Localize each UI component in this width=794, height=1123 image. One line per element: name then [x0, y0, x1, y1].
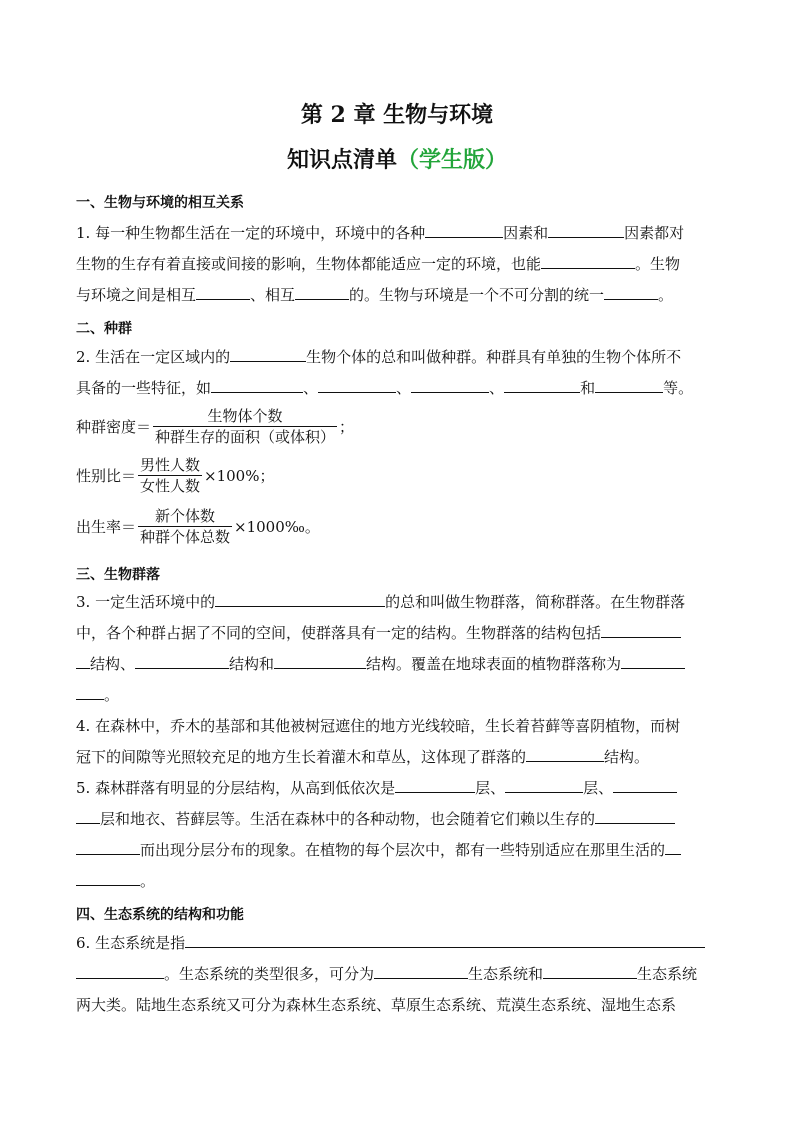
p6-line-3 — [76, 995, 718, 1015]
section-heading-1: 一、生物与环境的相互关系 — [76, 195, 244, 211]
answer-blank[interactable] — [621, 654, 685, 669]
answer-blank[interactable] — [295, 285, 349, 300]
answer-blank[interactable] — [548, 223, 624, 238]
answer-blank[interactable] — [211, 378, 303, 393]
answer-blank[interactable] — [505, 778, 583, 793]
p3-text: 的总和叫做生物群落，简称群落。在生物群落 — [385, 593, 686, 611]
p3-line-2 — [76, 623, 718, 643]
p1-text: 与环境之间是相互 — [76, 286, 197, 304]
p2-text: 2. 生活在一定区域内的 — [76, 348, 231, 366]
p5-line-4 — [76, 871, 718, 891]
answer-blank[interactable] — [76, 809, 100, 824]
fraction — [153, 406, 337, 447]
answer-blank[interactable] — [595, 809, 675, 824]
p6-text: 生态系统和 — [468, 965, 544, 983]
p2-line-2 — [76, 378, 718, 398]
answer-blank[interactable] — [76, 871, 140, 886]
p3-text: 结构、 — [90, 655, 136, 673]
p6-text: 生态系统 — [637, 965, 698, 983]
p3-text: 结构和 — [229, 655, 275, 673]
p2-text: 具备的一些特征，如 — [76, 379, 212, 397]
formula-label: 出生率＝ — [76, 518, 137, 536]
answer-blank[interactable] — [76, 654, 90, 669]
p6-line-1 — [76, 933, 718, 953]
p2-text: 、 — [396, 379, 412, 397]
fraction — [138, 455, 202, 496]
answer-blank[interactable] — [504, 378, 580, 393]
p2-text: 、 — [303, 379, 319, 397]
p1-text: 1. 每一种生物都生活在一定的环境中，环境中的各种 — [76, 224, 426, 242]
p1-text: 因素都对 — [624, 224, 685, 242]
p4-text: 4. 在森林中，乔木的基部和其他被树冠遮住的地方光线较暗，生长着苔藓等喜阴植物，而树 — [76, 717, 681, 735]
formula-tail: ； — [339, 418, 355, 436]
formula-tail: ×1000‰。 — [234, 518, 320, 536]
p5-text: 层、 — [475, 779, 506, 797]
answer-blank[interactable] — [425, 223, 503, 238]
p3-text: 3. 一定生活环境中的 — [76, 593, 216, 611]
p5-line-3 — [76, 840, 718, 860]
subtitle-main: 知识点清单 — [286, 147, 397, 173]
answer-blank[interactable] — [613, 778, 677, 793]
p3-text: 。 — [104, 686, 120, 704]
p3-line-1 — [76, 592, 718, 612]
p4-text: 结构。 — [604, 748, 650, 766]
answer-blank[interactable] — [411, 378, 489, 393]
p3-line-4 — [76, 685, 718, 705]
answer-blank[interactable] — [604, 285, 658, 300]
formula-tail: ×100%； — [204, 467, 275, 485]
answer-blank[interactable] — [395, 778, 475, 793]
p3-line-3 — [76, 654, 718, 674]
p2-text: 和 — [580, 379, 596, 397]
p1-line-2 — [76, 254, 718, 274]
p5-line-1 — [76, 778, 718, 798]
p2-text: 生物个体的总和叫做种群。种群具有单独的生物个体所不 — [306, 348, 682, 366]
answer-blank[interactable] — [541, 254, 635, 269]
p5-text: 而出现分层分布的现象。在植物的每个层次中，都有一些特别适应在那里生活的 — [140, 841, 666, 859]
answer-blank[interactable] — [135, 654, 229, 669]
fraction-denominator: 女性人数 — [140, 477, 201, 495]
p6-text: 。生态系统的类型很多，可分为 — [164, 965, 375, 983]
p3-text: 结构。覆盖在地球表面的植物群落称为 — [366, 655, 622, 673]
section-heading-4: 四、生态系统的结构和功能 — [76, 907, 244, 923]
subtitle-tag: （学生版） — [397, 147, 508, 173]
p1-text: 因素和 — [503, 224, 549, 242]
formula-label: 种群密度＝ — [76, 418, 152, 436]
formula-sex-ratio — [76, 455, 274, 496]
p3-text: 中，各个种群占据了不同的空间，使群落具有一定的结构。生物群落的结构包括 — [76, 624, 602, 642]
formula-label: 性别比＝ — [76, 467, 137, 485]
fraction-denominator: 种群生存的面积（或体积） — [155, 428, 336, 446]
p6-text: 6. 生态系统是指 — [76, 934, 186, 952]
formula-birth-rate — [76, 506, 320, 547]
section-heading-2: 二、种群 — [76, 321, 132, 337]
p5-text: 5. 森林群落有明显的分层结构，从高到低依次是 — [76, 779, 396, 797]
answer-blank[interactable] — [185, 933, 705, 948]
p1-text: 生物的生存有着直接或间接的影响，生物体都能适应一定的环境，也能 — [76, 255, 542, 273]
p6-line-2 — [76, 964, 718, 984]
fraction-numerator: 男性人数 — [140, 456, 201, 474]
fraction-denominator: 种群个体总数 — [140, 528, 231, 546]
answer-blank[interactable] — [196, 285, 250, 300]
answer-blank[interactable] — [274, 654, 366, 669]
p4-line-2 — [76, 747, 718, 767]
p1-text: 。生物 — [635, 255, 681, 273]
fraction — [138, 506, 232, 547]
p1-line-1 — [76, 223, 718, 243]
p5-text: 层和地衣、苔藓层等。生活在森林中的各种动物，也会随着它们赖以生存的 — [100, 810, 596, 828]
p5-text: 。 — [140, 872, 156, 890]
answer-blank[interactable] — [665, 840, 681, 855]
answer-blank[interactable] — [601, 623, 681, 638]
section-heading-3: 三、生物群落 — [76, 567, 160, 583]
p5-line-2 — [76, 809, 718, 829]
document-subtitle — [0, 143, 794, 174]
p1-line-3 — [76, 285, 718, 305]
p4-line-1 — [76, 716, 718, 736]
answer-blank[interactable] — [595, 378, 663, 393]
p1-text: 。 — [658, 286, 674, 304]
answer-blank[interactable] — [230, 347, 306, 362]
chapter-title: 第 2 章 生物与环境 — [300, 102, 494, 128]
p1-text: 的。生物与环境是一个不可分割的统一 — [349, 286, 605, 304]
formula-population-density — [76, 406, 354, 447]
p2-line-1 — [76, 347, 718, 367]
answer-blank[interactable] — [526, 747, 604, 762]
p5-text: 层、 — [583, 779, 614, 797]
answer-blank[interactable] — [374, 964, 468, 979]
fraction-numerator: 新个体数 — [138, 506, 232, 527]
answer-blank[interactable] — [76, 964, 164, 979]
answer-blank[interactable] — [76, 685, 104, 700]
fraction-numerator: 生物体个数 — [153, 406, 337, 427]
p4-text: 冠下的间隙等光照较充足的地方生长着灌木和草丛，这体现了群落的 — [76, 748, 527, 766]
p1-text: 、相互 — [250, 286, 296, 304]
p2-text: 、 — [489, 379, 505, 397]
answer-blank[interactable] — [543, 964, 637, 979]
p2-text: 等。 — [663, 379, 694, 397]
p6-text: 两大类。陆地生态系统又可分为森林生态系统、草原生态系统、荒漠生态系统、湿地生态系 — [76, 996, 677, 1014]
answer-blank[interactable] — [76, 840, 140, 855]
answer-blank[interactable] — [215, 592, 385, 607]
answer-blank[interactable] — [318, 378, 396, 393]
